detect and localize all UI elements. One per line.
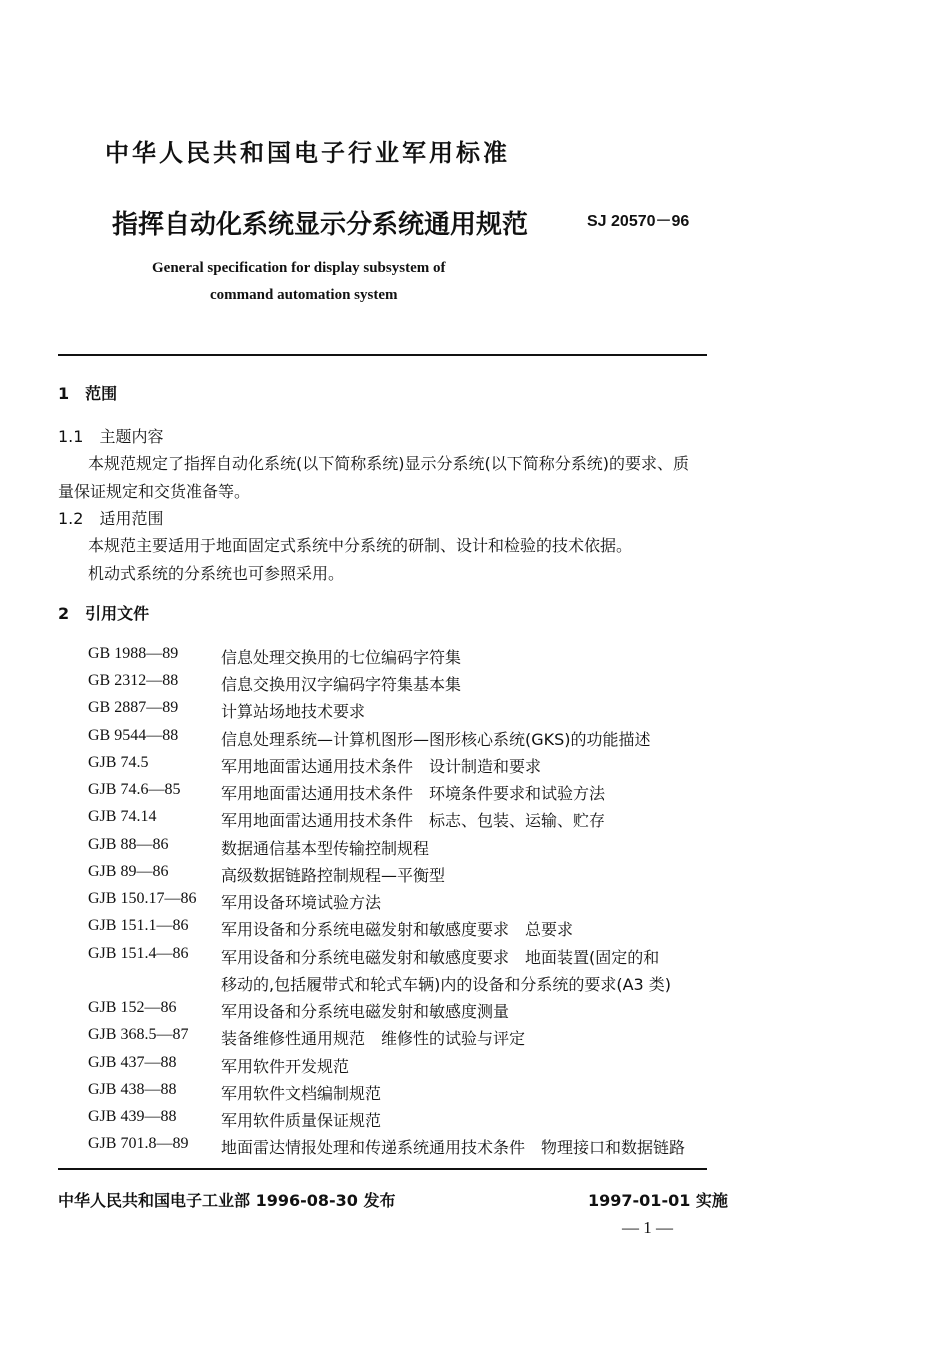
bottom-divider <box>58 1168 707 1170</box>
section-1-1-heading: 1.1 主题内容 <box>58 427 164 446</box>
standard-code: SJ 20570－96 <box>587 213 690 230</box>
reference-code: GJB 701.8—89 <box>88 1135 189 1152</box>
section-1-1-paragraph-line-1: 本规范规定了指挥自动化系统(以下简称系统)显示分系统(以下简称分系统)的要求、质 <box>88 454 689 473</box>
english-title-line-1: General specification for display subsystem of <box>152 260 446 276</box>
reference-title: 军用软件质量保证规范 <box>221 1111 382 1130</box>
section-1-heading: 1 范围 <box>58 384 118 403</box>
issue-statement: 中华人民共和国电子工业部 1996-08-30 发布 <box>58 1191 396 1210</box>
page-number: — 1 — <box>622 1218 673 1237</box>
reference-code: GJB 368.5—87 <box>88 1026 189 1043</box>
english-title-line-2: command automation system <box>210 287 398 303</box>
section-1-2-heading: 1.2 适用范围 <box>58 509 164 528</box>
reference-code: GJB 437—88 <box>88 1054 177 1071</box>
reference-title: 军用地面雷达通用技术条件 标志、包装、运输、贮存 <box>221 811 606 830</box>
reference-code: GJB 74.14 <box>88 808 157 825</box>
reference-code: GJB 438—88 <box>88 1081 177 1098</box>
reference-title: 信息交换用汉字编码字符集基本集 <box>221 675 462 694</box>
reference-title: 军用地面雷达通用技术条件 环境条件要求和试验方法 <box>221 784 606 803</box>
reference-code: GJB 88—86 <box>88 836 169 853</box>
section-1-2-paragraph-2: 机动式系统的分系统也可参照采用。 <box>88 564 345 583</box>
reference-title: 军用软件开发规范 <box>221 1057 350 1076</box>
reference-code: GB 9544—88 <box>88 727 179 744</box>
reference-code: GJB 74.5 <box>88 754 149 771</box>
reference-title: 军用地面雷达通用技术条件 设计制造和要求 <box>221 757 542 776</box>
section-2-heading: 2 引用文件 <box>58 604 150 623</box>
section-1-1-paragraph-line-2: 量保证规定和交货准备等。 <box>58 482 251 501</box>
reference-code: GB 2887—89 <box>88 699 179 716</box>
reference-title: 军用设备环境试验方法 <box>221 893 382 912</box>
reference-title: 军用设备和分系统电磁发射和敏感度测量 <box>221 1002 510 1021</box>
reference-title: 军用设备和分系统电磁发射和敏感度要求 总要求 <box>221 920 574 939</box>
effective-date: 1997-01-01 实施 <box>588 1191 728 1210</box>
reference-code: GJB 151.1—86 <box>88 917 189 934</box>
reference-title: 地面雷达情报处理和传递系统通用技术条件 物理接口和数据链路 <box>221 1138 686 1157</box>
reference-title: 信息处理系统—计算机图形—图形核心系统(GKS)的功能描述 <box>221 730 651 749</box>
reference-code: GJB 151.4—86 <box>88 945 189 962</box>
top-divider <box>58 354 707 356</box>
reference-code: GJB 152—86 <box>88 999 177 1016</box>
reference-title-continuation: 移动的,包括履带式和轮式车辆)内的设备和分系统的要求(A3 类) <box>221 975 672 994</box>
reference-code: GB 1988—89 <box>88 645 179 662</box>
reference-code: GJB 74.6—85 <box>88 781 181 798</box>
reference-code: GJB 439—88 <box>88 1108 177 1125</box>
reference-title: 装备维修性通用规范 维修性的试验与评定 <box>221 1029 526 1048</box>
standard-header: 中华人民共和国电子行业军用标准 <box>105 139 510 167</box>
document-title: 指挥自动化系统显示分系统通用规范 <box>112 210 529 240</box>
reference-title: 高级数据链路控制规程—平衡型 <box>221 866 446 885</box>
reference-title: 军用设备和分系统电磁发射和敏感度要求 地面装置(固定的和 <box>221 948 660 967</box>
reference-code: GB 2312—88 <box>88 672 179 689</box>
reference-title: 军用软件文档编制规范 <box>221 1084 382 1103</box>
reference-title: 信息处理交换用的七位编码字符集 <box>221 648 462 667</box>
reference-title: 数据通信基本型传输控制规程 <box>221 839 430 858</box>
reference-title: 计算站场地技术要求 <box>221 702 366 721</box>
section-1-2-paragraph-1: 本规范主要适用于地面固定式系统中分系统的研制、设计和检验的技术依据。 <box>88 536 633 555</box>
reference-code: GJB 89—86 <box>88 863 169 880</box>
reference-code: GJB 150.17—86 <box>88 890 197 907</box>
